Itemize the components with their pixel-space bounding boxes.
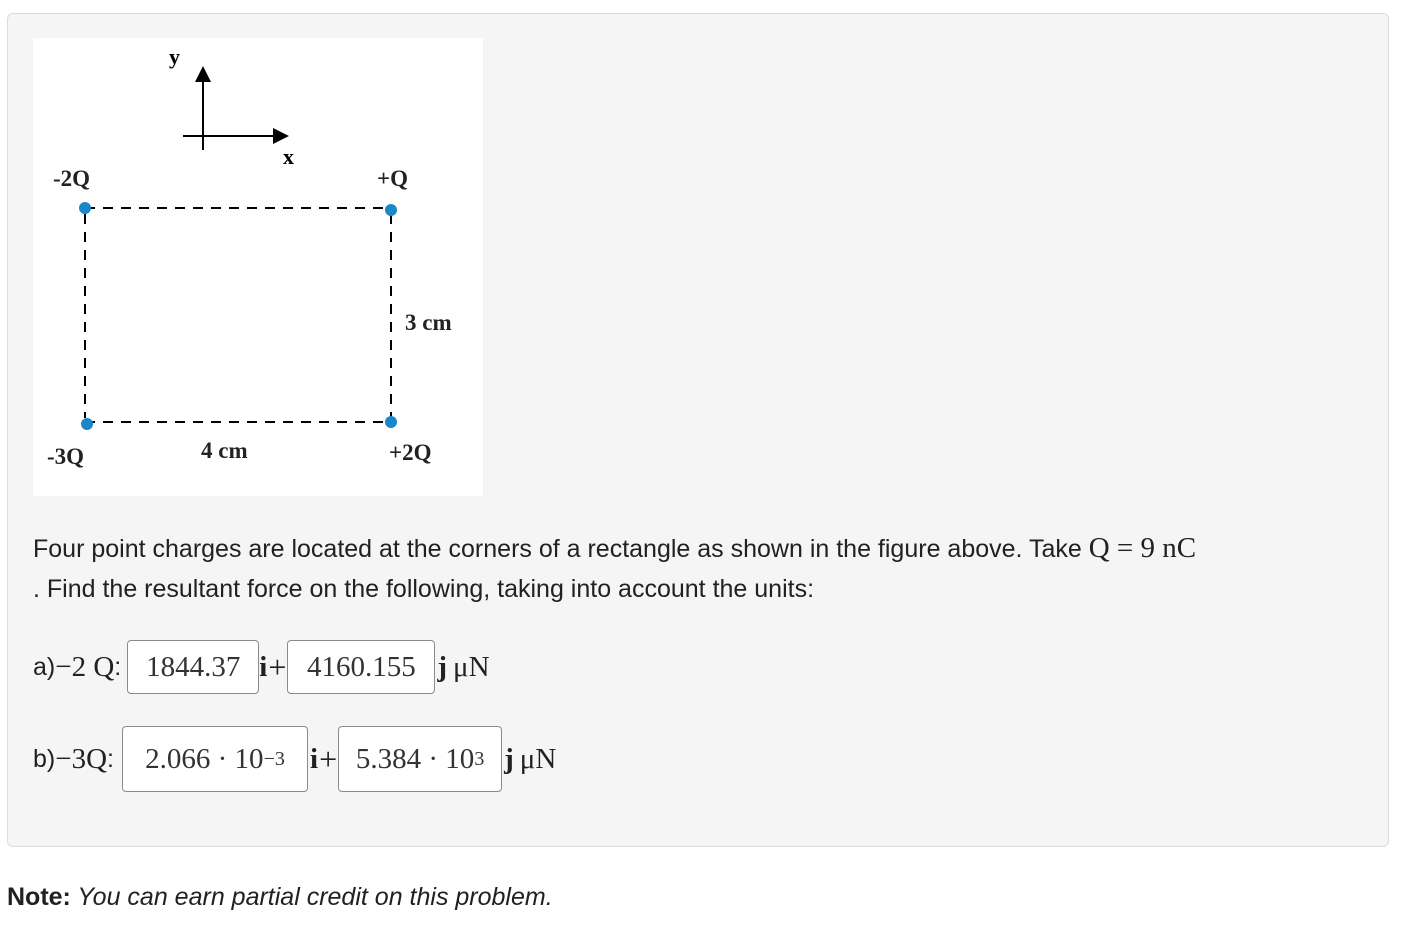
charge-bottom-left-dot: [81, 418, 93, 430]
charge-top-left-label: -2Q: [53, 166, 91, 191]
part-a-charge: −2 Q: [55, 650, 115, 683]
problem-statement: [33, 528, 1373, 609]
note-text: [7, 883, 553, 912]
part-a-plus: +: [268, 648, 287, 685]
part-b-plus: +: [319, 740, 338, 777]
part-a-units: μN: [453, 650, 490, 683]
part-b-i-mantissa: 2.066 · 10: [145, 742, 264, 775]
part-b-row: [33, 726, 556, 792]
height-label: 3 cm: [405, 310, 452, 335]
rectangle-outline: [85, 208, 391, 422]
part-a-j-unit: j: [437, 650, 448, 683]
part-b-colon: :: [107, 744, 114, 773]
part-b-j-mantissa: 5.384 · 10: [355, 742, 475, 775]
part-b-i-unit: i: [310, 742, 319, 775]
part-b-charge: −3Q: [55, 742, 108, 775]
x-axis-label: x: [283, 144, 294, 169]
charge-bottom-left-label: -3Q: [47, 444, 85, 469]
part-a-j-input[interactable]: 4160.155: [287, 640, 435, 694]
part-b-prefix: b): [33, 744, 56, 773]
statement-text-after: . Find the resultant force on the following, taking into account the units:: [33, 575, 815, 603]
statement-math: Q = 9 nC: [1088, 532, 1197, 564]
rectangle-diagram: [33, 38, 483, 496]
part-b-j-input[interactable]: [338, 726, 502, 792]
charge-bottom-right-label: +2Q: [389, 440, 432, 465]
problem-card: [7, 13, 1389, 847]
charge-top-left-dot: [79, 202, 91, 214]
y-axis-label: y: [169, 44, 180, 69]
note-label: Note:: [7, 883, 71, 911]
part-a-i-input[interactable]: 1844.37: [127, 640, 259, 694]
charge-top-right-dot: [385, 204, 397, 216]
part-b-j-exponent: 3: [474, 747, 485, 770]
part-b-units: μN: [519, 742, 557, 775]
charge-top-right-label: +Q: [377, 166, 408, 191]
note-body: You can earn partial credit on this problem.: [70, 883, 553, 911]
part-a-i-unit: i: [259, 650, 268, 683]
statement-text-before: Four point charges are located at the corners of a rectangle as shown in the figure above. Take: [33, 535, 1089, 563]
part-b-j-unit: j: [504, 742, 514, 775]
charge-bottom-right-dot: [385, 416, 397, 428]
charge-figure: [33, 38, 483, 496]
part-a-prefix: a): [33, 652, 56, 681]
part-a-row: [33, 640, 490, 694]
width-label: 4 cm: [201, 438, 248, 463]
part-a-colon: :: [114, 652, 122, 681]
part-b-i-exponent: −3: [263, 747, 285, 770]
part-b-i-input[interactable]: [122, 726, 308, 792]
